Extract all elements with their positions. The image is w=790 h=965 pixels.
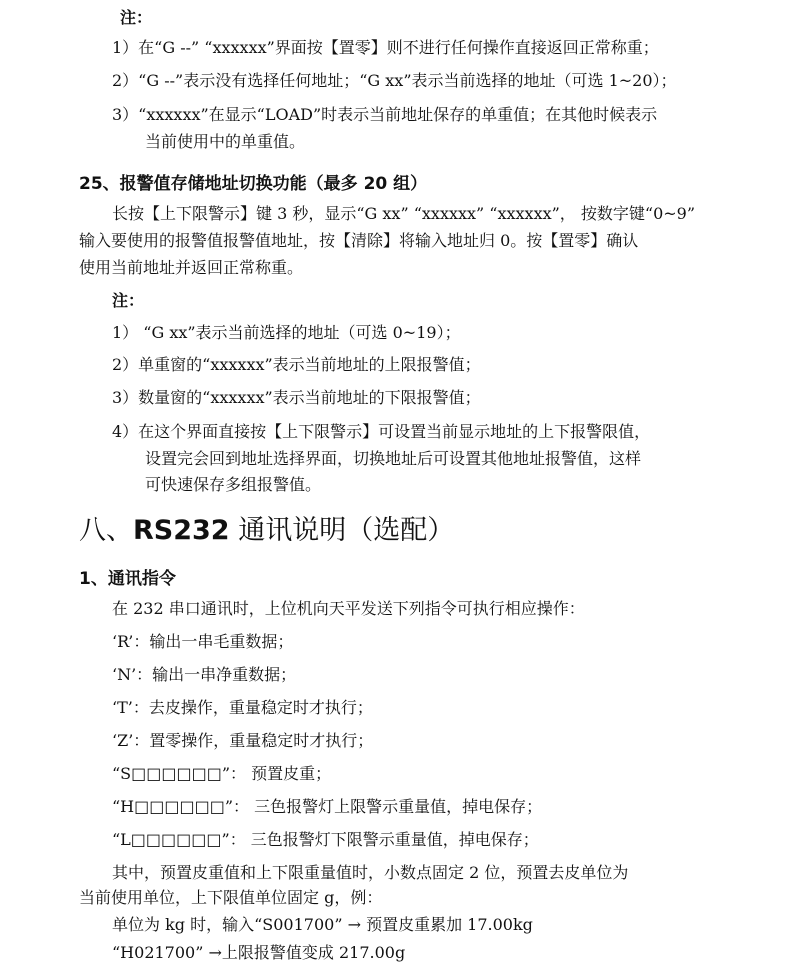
chapter-suffix: 通讯说明（选配） — [229, 515, 455, 546]
command-item: ‘Z’：置零操作，重量稳定时才执行； — [112, 731, 374, 750]
note-item-continuation: 设置完会回到地址选择界面，切换地址后可设置其他地址报警值，这样 — [145, 449, 642, 468]
example-line: “H021700” →上限报警值变成 217.00g — [112, 943, 406, 962]
command-item: ‘T’：去皮操作，重量稳定时才执行； — [112, 698, 373, 717]
command-item: ‘N’：输出一串净重数据； — [112, 665, 297, 684]
note-item: 3）数量窗的“xxxxxx”表示当前地址的下限报警值； — [112, 388, 481, 407]
command-item: “H□□□□□□”： 三色报警灯上限警示重量值，掉电保存； — [112, 797, 543, 816]
section-intro: 在 232 串口通讯时，上位机向天平发送下列指令可执行相应操作： — [112, 599, 585, 618]
note-item: 2）“G --”表示没有选择任何地址；“G xx”表示当前选择的地址（可选 1~20）； — [112, 71, 677, 90]
explanation-line: 其中，预置皮重值和上下限重量值时，小数点固定 2 位，预置去皮单位为 — [112, 863, 629, 882]
section-heading: 1、通讯指令 — [79, 569, 176, 589]
command-item: ‘R’：输出一串毛重数据； — [112, 632, 294, 651]
example-line: 单位为 kg 时，输入“S001700” → 预置皮重累加 17.00kg — [112, 915, 533, 934]
explanation-line: 当前使用单位，上下限值单位固定 g，例： — [79, 888, 383, 907]
note-item: 1）在“G --” “xxxxxx”界面按【置零】则不进行任何操作直接返回正常称重； — [112, 38, 659, 57]
command-item: “S□□□□□□”： 预置皮重； — [112, 764, 332, 783]
paragraph-line: 输入要使用的报警值报警值地址，按【清除】将输入地址归 0。按【置零】确认 — [79, 231, 639, 250]
notes-title: 注： — [112, 291, 145, 310]
command-item: “L□□□□□□”： 三色报警灯下限警示重量值，掉电保存； — [112, 830, 539, 849]
chapter-keyword: RS232 — [133, 515, 230, 546]
note-item: 3）“xxxxxx”在显示“LOAD”时表示当前地址保存的单重值；在其他时候表示 — [112, 105, 658, 124]
paragraph-line: 使用当前地址并返回正常称重。 — [79, 258, 304, 277]
paragraph-line: 长按【上下限警示】键 3 秒，显示“G xx” “xxxxxx” “xxxxxx”， 按数字键“0~9” — [112, 204, 696, 223]
chapter-prefix: 八、 — [79, 515, 133, 546]
section-heading: 25、报警值存储地址切换功能（最多 20 组） — [79, 174, 428, 194]
note-item: 4）在这个界面直接按【上下限警示】可设置当前显示地址的上下报警限值， — [112, 422, 651, 441]
notes-title: 注： — [120, 8, 153, 27]
note-item-continuation: 可快速保存多组报警值。 — [145, 475, 322, 494]
note-item-continuation: 当前使用中的单重值。 — [145, 132, 306, 151]
chapter-heading — [79, 514, 454, 548]
note-item: 2）单重窗的“xxxxxx”表示当前地址的上限报警值； — [112, 355, 481, 374]
note-item: 1） “G xx”表示当前选择的地址（可选 0~19）； — [112, 323, 461, 342]
